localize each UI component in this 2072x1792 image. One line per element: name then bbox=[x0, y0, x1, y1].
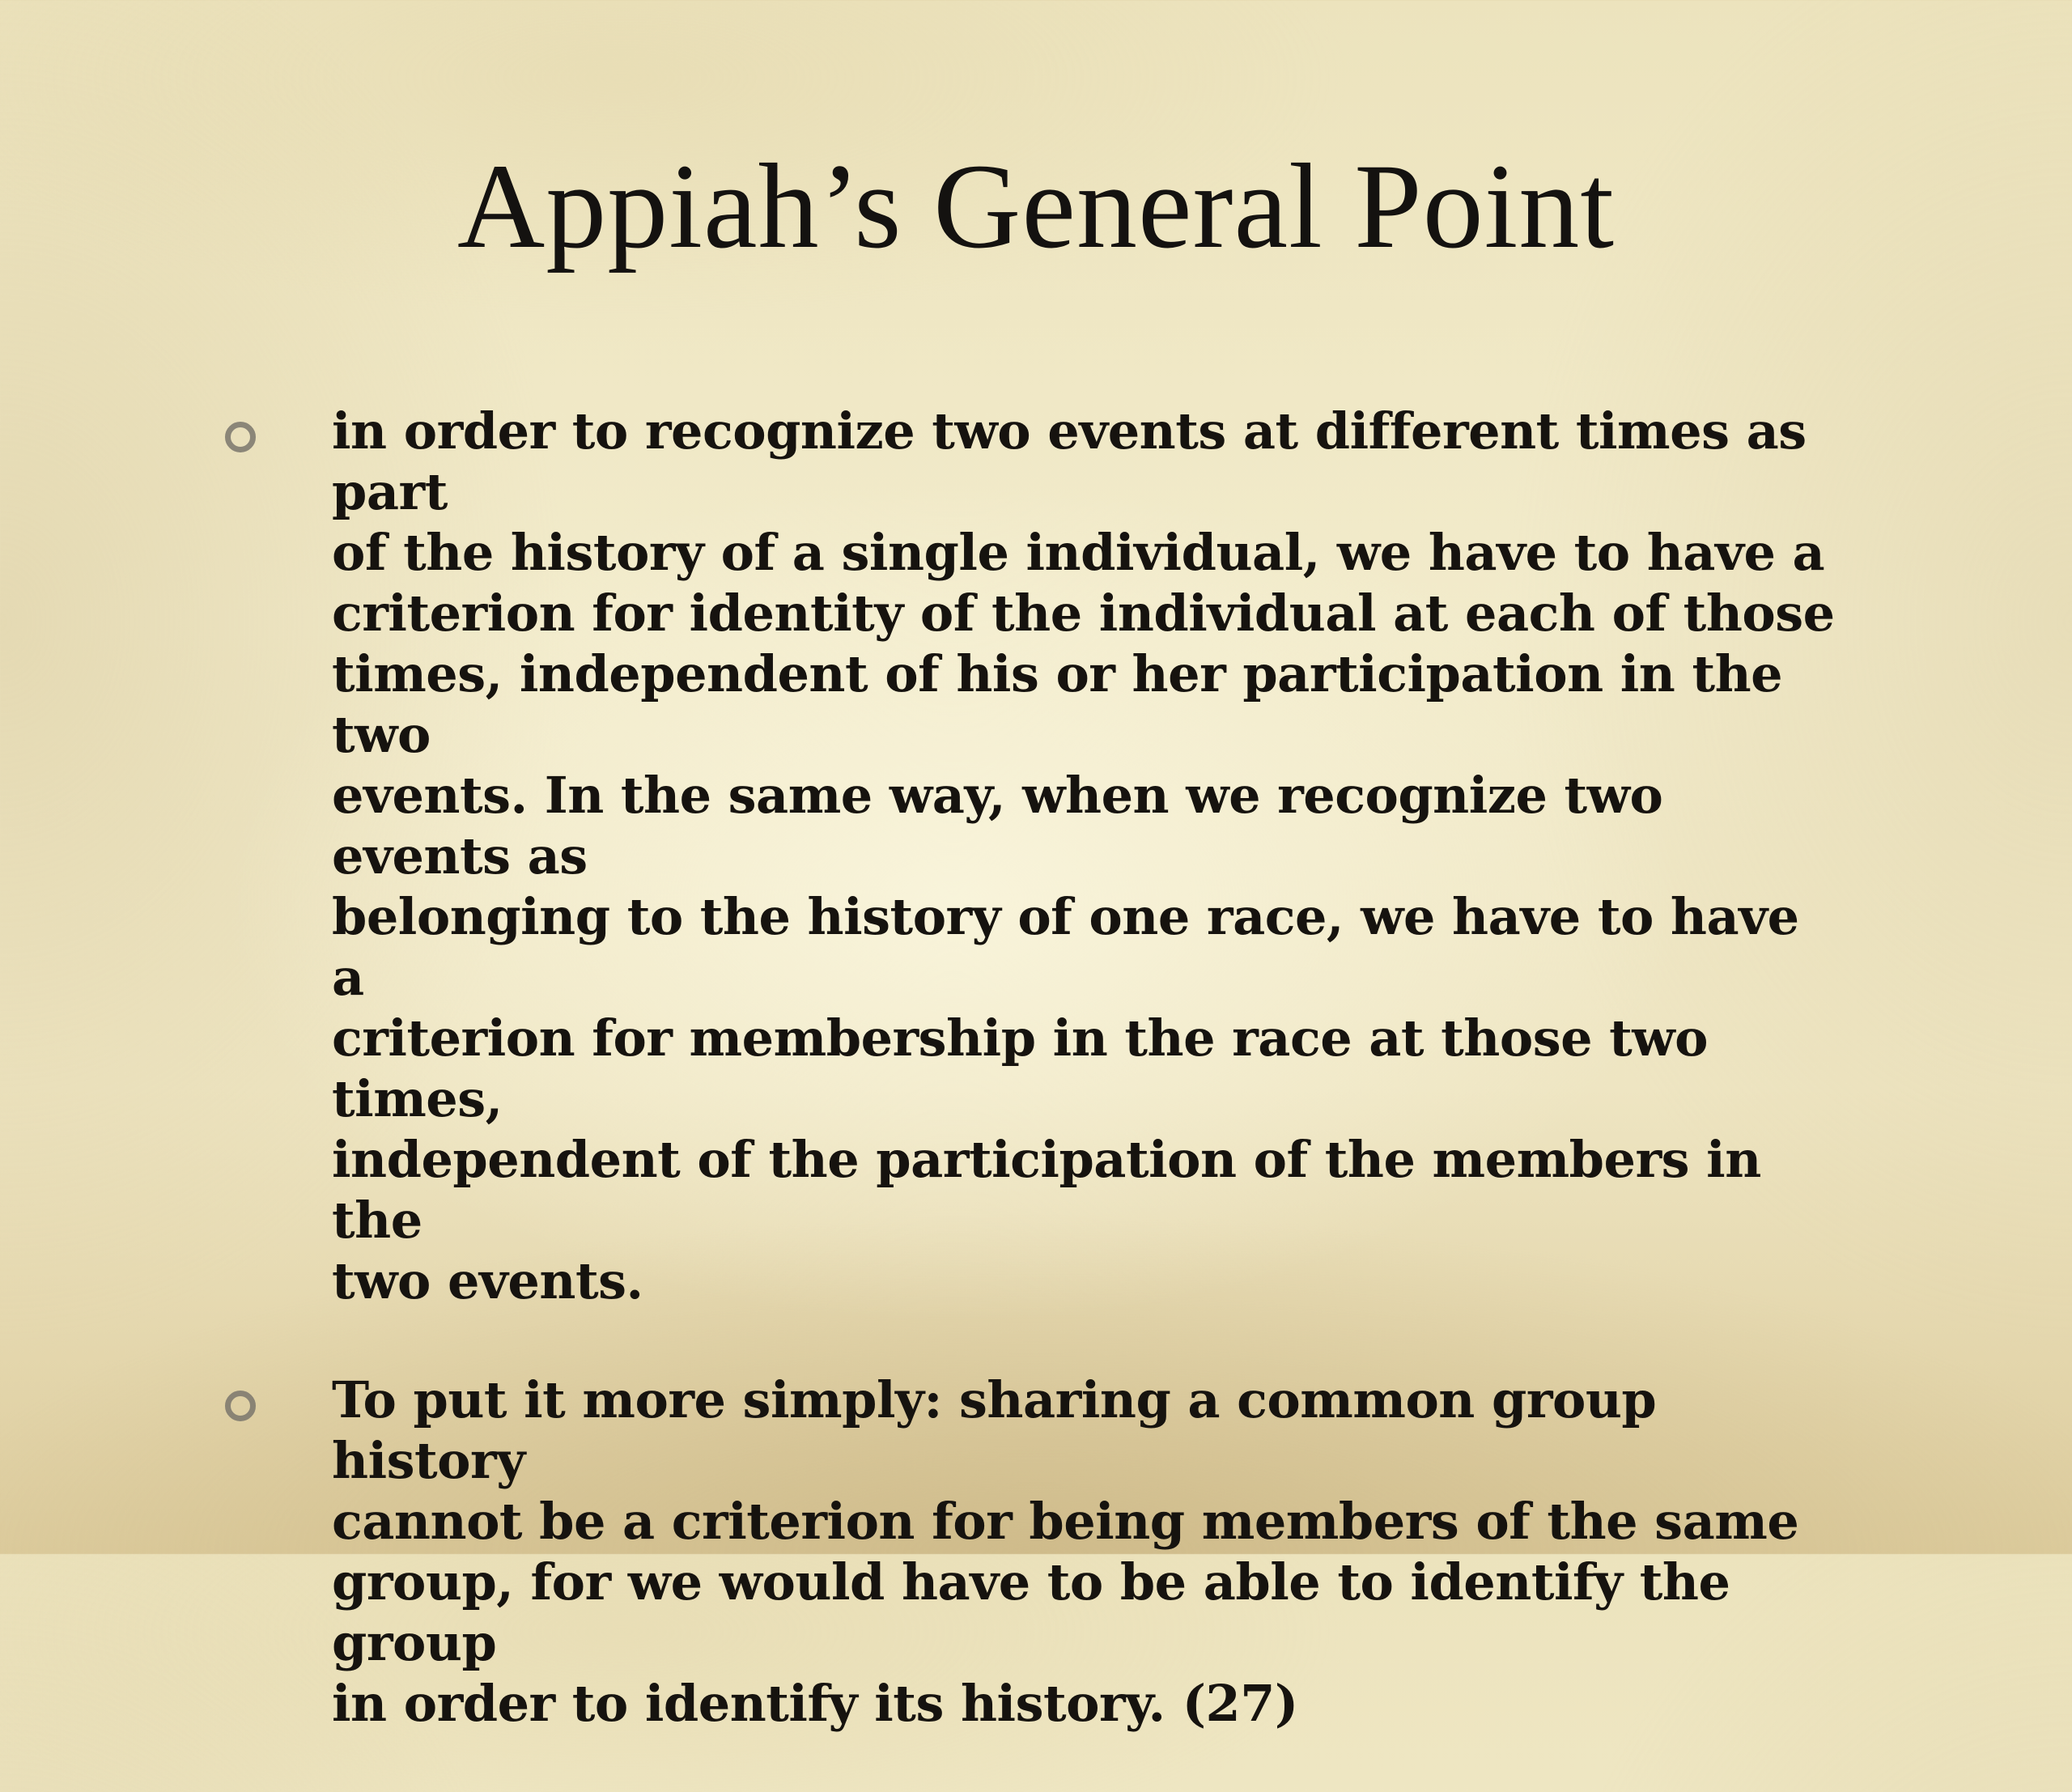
bullet-item-1 bbox=[219, 401, 1845, 1311]
bullet-line: group, for we would have to be able to identify the group bbox=[332, 1552, 1730, 1672]
bullet-line: cannot be a criterion for being members of the same bbox=[332, 1492, 1799, 1551]
bullet-line: criterion for identity of the individual at each of those bbox=[332, 584, 1835, 643]
bullet-list bbox=[219, 401, 1845, 1792]
hollow-circle-bullet-icon bbox=[225, 1391, 256, 1421]
bullet-text bbox=[332, 401, 1845, 1311]
bullet-line: belonging to the history of one race, we have to have a bbox=[332, 887, 1799, 1007]
bullet-item-2 bbox=[219, 1369, 1845, 1734]
bullet-line: criterion for membership in the race at those two times, bbox=[332, 1009, 1708, 1128]
slide-title: Appiah’s General Point bbox=[456, 139, 1616, 274]
bullet-line: in order to identify its history. (27) bbox=[332, 1674, 1298, 1733]
bullet-line: events. In the same way, when we recognize two events as bbox=[332, 766, 1663, 885]
bullet-text bbox=[332, 1369, 1845, 1734]
bullet-line: To put it more simply: sharing a common group history bbox=[332, 1370, 1657, 1490]
bullet-line: two events. bbox=[332, 1251, 643, 1310]
hollow-circle-bullet-icon bbox=[225, 422, 256, 452]
bullet-line: independent of the participation of the members in the bbox=[332, 1130, 1761, 1250]
bullet-line: of the history of a single individual, we have to have a bbox=[332, 523, 1825, 582]
bullet-line: times, independent of his or her participation in the two bbox=[332, 644, 1783, 764]
bullet-line: in order to recognize two events at different times as part bbox=[332, 401, 1807, 521]
